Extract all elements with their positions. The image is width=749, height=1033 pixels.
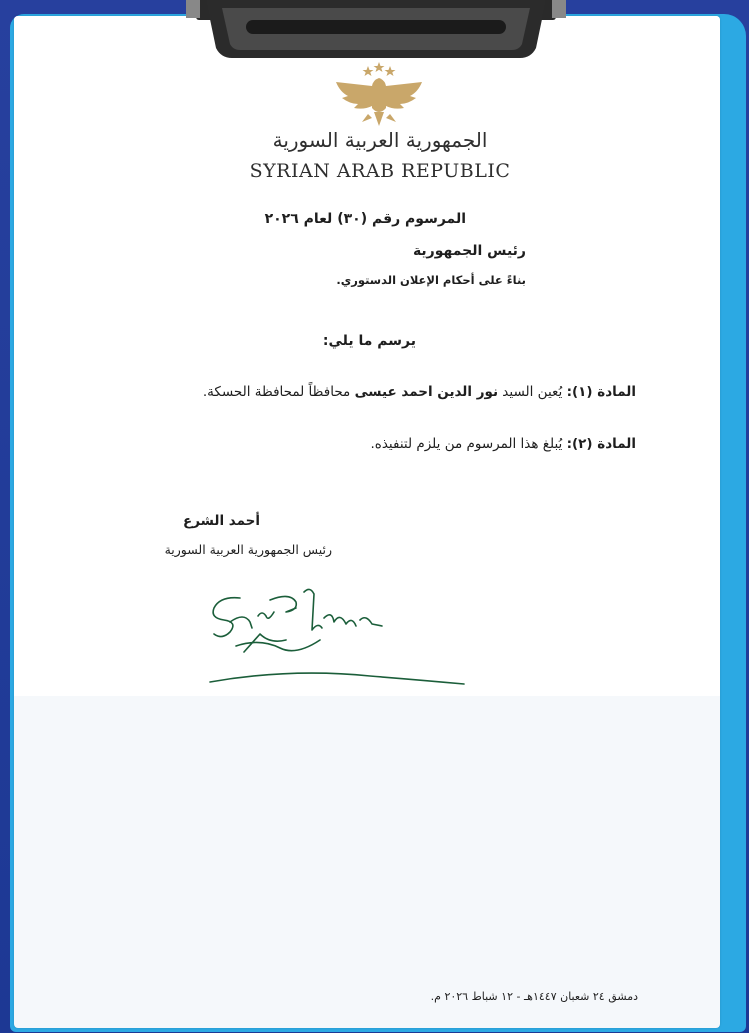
country-name-arabic: الجمهورية العربية السورية xyxy=(272,128,488,152)
article-1-text-before: يُعين السيد xyxy=(498,384,567,400)
constitutional-basis: بناءً على أحكام الإعلان الدستوري. xyxy=(336,273,526,287)
article-1-label: المادة (١): xyxy=(566,384,636,400)
article-2-text: يُبلغ هذا المرسوم من يلزم لتنفيذه. xyxy=(370,436,567,452)
article-1-text-after: محافظاً لمحافظة الحسكة. xyxy=(202,384,355,400)
country-name-english: SYRIAN ARAB REPUBLIC xyxy=(249,160,511,182)
article-2 xyxy=(370,436,636,452)
issuer-heading: رئيس الجمهورية xyxy=(412,243,526,259)
handwritten-signature xyxy=(200,582,470,692)
eagle-emblem-icon xyxy=(334,62,424,128)
issue-date-place: دمشق ٢٤ شعبان ١٤٤٧هـ - ١٢ شباط ٢٠٢٦ م. xyxy=(430,990,638,1003)
appointee-name: نور الدين احمد عيسى xyxy=(354,384,499,400)
decrees-following-heading: يرسم ما يلي: xyxy=(322,333,416,349)
signatory-title: رئيس الجمهورية العربية السورية xyxy=(164,542,332,557)
clipboard-clip-icon xyxy=(186,0,566,64)
article-2-label: المادة (٢): xyxy=(566,436,636,452)
decree-number: المرسوم رقم (٣٠) لعام ٢٠٢٦ xyxy=(264,211,466,227)
article-1 xyxy=(203,384,636,400)
signatory-name: أحمد الشرع xyxy=(183,513,260,529)
